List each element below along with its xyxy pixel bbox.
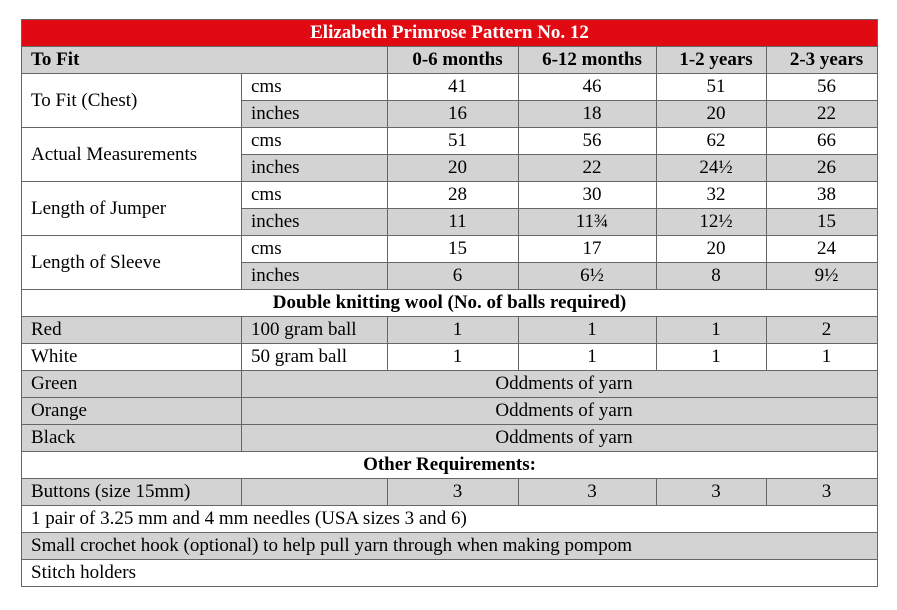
table-row	[22, 236, 878, 263]
measurement-label: Length of Jumper	[22, 182, 242, 236]
size-header-6-12-months: 6-12 months	[519, 47, 657, 74]
value-cell: 22	[767, 101, 878, 128]
stitch-holders-requirement: Stitch holders	[22, 560, 878, 587]
value-cell: 46	[519, 74, 657, 101]
table-row	[22, 182, 878, 209]
value-cell: 1	[388, 317, 519, 344]
table-row	[22, 479, 878, 506]
unit-cell: inches	[242, 155, 388, 182]
value-cell: 1	[388, 344, 519, 371]
oddments-cell: Oddments of yarn	[242, 371, 878, 398]
value-cell: 3	[767, 479, 878, 506]
size-header-1-2-years: 1-2 years	[657, 47, 767, 74]
value-cell: 3	[388, 479, 519, 506]
value-cell: 1	[519, 344, 657, 371]
wool-heading: Double knitting wool (No. of balls required)	[22, 290, 878, 317]
value-cell: 28	[388, 182, 519, 209]
value-cell: 11¾	[519, 209, 657, 236]
value-cell: 22	[519, 155, 657, 182]
value-cell: 8	[657, 263, 767, 290]
unit-cell: inches	[242, 101, 388, 128]
value-cell: 41	[388, 74, 519, 101]
value-cell: 24½	[657, 155, 767, 182]
yarn-color-label: Orange	[22, 398, 242, 425]
table-row	[22, 533, 878, 560]
value-cell: 1	[767, 344, 878, 371]
table-row	[22, 506, 878, 533]
measurement-label: Actual Measurements	[22, 128, 242, 182]
table-row	[22, 425, 878, 452]
empty-cell	[242, 479, 388, 506]
unit-cell: inches	[242, 263, 388, 290]
unit-cell: cms	[242, 74, 388, 101]
size-header-row	[22, 47, 878, 74]
value-cell: 20	[657, 236, 767, 263]
value-cell: 3	[657, 479, 767, 506]
value-cell: 1	[657, 344, 767, 371]
value-cell: 51	[388, 128, 519, 155]
value-cell: 20	[388, 155, 519, 182]
value-cell: 51	[657, 74, 767, 101]
unit-cell: inches	[242, 209, 388, 236]
to-fit-header: To Fit	[22, 47, 388, 74]
value-cell: 1	[519, 317, 657, 344]
value-cell: 15	[767, 209, 878, 236]
value-cell: 32	[657, 182, 767, 209]
value-cell: 3	[519, 479, 657, 506]
value-cell: 56	[519, 128, 657, 155]
needles-requirement: 1 pair of 3.25 mm and 4 mm needles (USA sizes 3 and 6)	[22, 506, 878, 533]
measurement-label: To Fit (Chest)	[22, 74, 242, 128]
yarn-color-label: Red	[22, 317, 242, 344]
size-header-0-6-months: 0-6 months	[388, 47, 519, 74]
value-cell: 6½	[519, 263, 657, 290]
table-row	[22, 560, 878, 587]
buttons-label: Buttons (size 15mm)	[22, 479, 242, 506]
table-row	[22, 74, 878, 101]
crochet-hook-requirement: Small crochet hook (optional) to help pull yarn through when making pompom	[22, 533, 878, 560]
value-cell: 2	[767, 317, 878, 344]
value-cell: 6	[388, 263, 519, 290]
yarn-color-label: White	[22, 344, 242, 371]
pattern-requirements-table	[21, 19, 878, 587]
value-cell: 30	[519, 182, 657, 209]
table-row	[22, 128, 878, 155]
value-cell: 24	[767, 236, 878, 263]
oddments-cell: Oddments of yarn	[242, 425, 878, 452]
unit-cell: cms	[242, 182, 388, 209]
ball-size-cell: 50 gram ball	[242, 344, 388, 371]
value-cell: 56	[767, 74, 878, 101]
value-cell: 12½	[657, 209, 767, 236]
unit-cell: cms	[242, 128, 388, 155]
measurement-label: Length of Sleeve	[22, 236, 242, 290]
table-row	[22, 344, 878, 371]
table-row	[22, 371, 878, 398]
value-cell: 62	[657, 128, 767, 155]
value-cell: 1	[657, 317, 767, 344]
value-cell: 9½	[767, 263, 878, 290]
title-row	[22, 20, 878, 47]
value-cell: 16	[388, 101, 519, 128]
table-row	[22, 398, 878, 425]
value-cell: 38	[767, 182, 878, 209]
other-heading-row	[22, 452, 878, 479]
oddments-cell: Oddments of yarn	[242, 398, 878, 425]
value-cell: 26	[767, 155, 878, 182]
ball-size-cell: 100 gram ball	[242, 317, 388, 344]
other-heading: Other Requirements:	[22, 452, 878, 479]
size-header-2-3-years: 2-3 years	[767, 47, 878, 74]
value-cell: 17	[519, 236, 657, 263]
value-cell: 20	[657, 101, 767, 128]
value-cell: 66	[767, 128, 878, 155]
pattern-title: Elizabeth Primrose Pattern No. 12	[22, 20, 878, 47]
table-row	[22, 317, 878, 344]
yarn-color-label: Green	[22, 371, 242, 398]
yarn-color-label: Black	[22, 425, 242, 452]
value-cell: 11	[388, 209, 519, 236]
unit-cell: cms	[242, 236, 388, 263]
value-cell: 18	[519, 101, 657, 128]
value-cell: 15	[388, 236, 519, 263]
wool-heading-row	[22, 290, 878, 317]
